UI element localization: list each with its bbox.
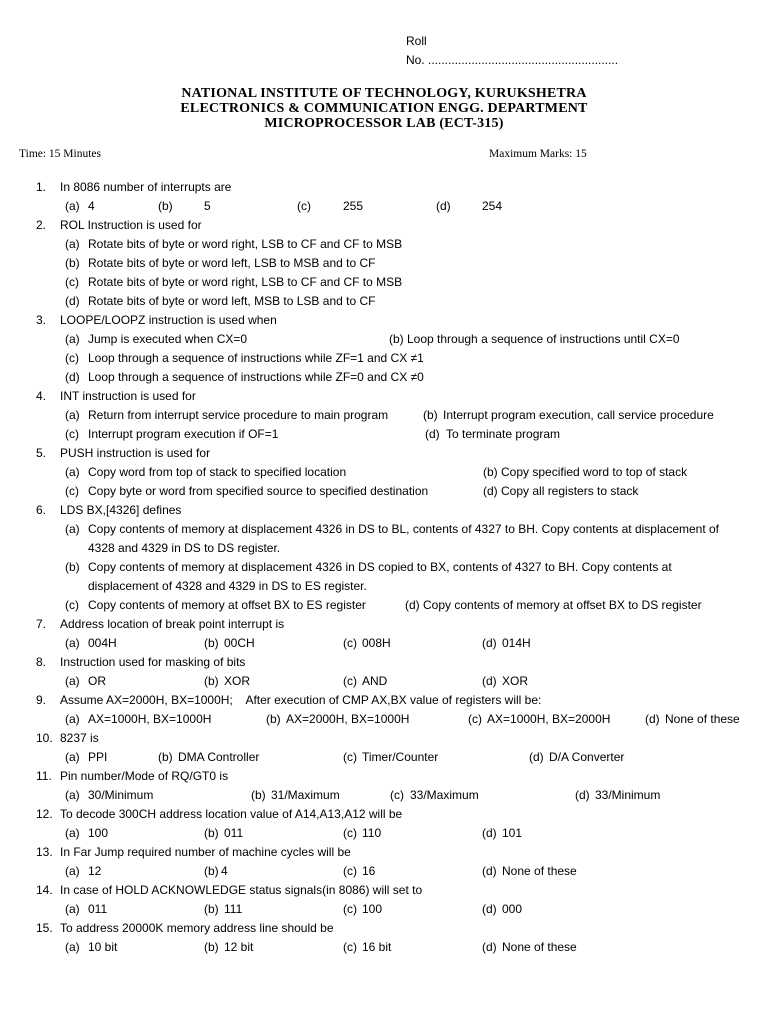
option-b-text: 011 xyxy=(224,826,244,840)
option-b-text: Rotate bits of byte or word left, LSB to MSB and to CF xyxy=(88,256,376,270)
question-text: In Far Jump required number of machine cycles will be xyxy=(60,845,351,859)
option-c-text: 16 bit xyxy=(362,940,392,954)
option-d: (d) xyxy=(482,940,497,954)
question-text: Address location of break point interrupt is xyxy=(60,617,285,631)
option-c: (c) xyxy=(65,484,79,498)
option-d: (d) xyxy=(482,864,497,878)
option-a-text: 30/Minimum xyxy=(88,788,154,802)
option-d: (d) xyxy=(529,750,544,764)
option-d-text: 014H xyxy=(502,636,531,650)
option-c: (c) xyxy=(343,940,357,954)
time-limit: Time: 15 Minutes xyxy=(19,148,102,160)
question-text: In case of HOLD ACKNOWLEDGE status signals(in 8086) will set to xyxy=(60,883,423,897)
question-text: Pin number/Mode of RQ/GT0 is xyxy=(60,769,229,783)
option-c-text: 100 xyxy=(362,902,383,916)
option-d-text: None of these xyxy=(502,940,577,954)
option-a: (a) xyxy=(65,826,80,840)
option-c: (c) xyxy=(343,750,357,764)
option-c: (c) xyxy=(65,351,79,365)
option-d-text: To terminate program xyxy=(446,427,561,441)
option-a-text: 004H xyxy=(88,636,117,650)
option-a: (a) xyxy=(65,408,80,422)
option-a-text: Copy word from top of stack to specified location xyxy=(88,465,347,479)
option-d-text: None of these xyxy=(502,864,577,878)
option-d: (d) xyxy=(645,712,660,726)
option-d-text: Copy contents of memory at offset BX to DS register xyxy=(423,598,702,612)
question-number: 3. xyxy=(36,313,47,327)
option-c-text: Copy byte or word from specified source to specified destination xyxy=(88,484,429,498)
option-c-text: Interrupt program execution if OF=1 xyxy=(88,427,279,441)
question-2 xyxy=(0,216,768,311)
question-number: 1. xyxy=(36,180,47,194)
question-text: INT instruction is used for xyxy=(60,389,196,403)
option-d: (d) xyxy=(436,199,451,213)
option-d: (d) xyxy=(482,826,497,840)
question-number: 13. xyxy=(36,845,53,859)
option-c-text: Copy contents of memory at offset BX to ES register xyxy=(88,598,366,612)
option-c: (c) xyxy=(65,275,79,289)
option-d: (d) xyxy=(65,294,80,308)
question-6 xyxy=(0,501,768,615)
option-a: (a) xyxy=(65,636,80,650)
question-text: LOOPE/LOOPZ instruction is used when xyxy=(60,313,277,327)
option-d: (d) xyxy=(575,788,590,802)
option-c: (c) xyxy=(343,674,357,688)
option-b-text: 5 xyxy=(204,199,211,213)
option-a-text: 10 bit xyxy=(88,940,118,954)
option-a: (a) xyxy=(65,864,80,878)
option-c: (c) xyxy=(468,712,482,726)
option-d: (d) xyxy=(483,484,498,498)
institute-name: NATIONAL INSTITUTE OF TECHNOLOGY, KURUKSHETRA xyxy=(181,86,587,101)
option-c: (c) xyxy=(343,636,357,650)
option-a: (a) xyxy=(65,237,80,251)
roll-number-block xyxy=(406,32,618,70)
maximum-marks: Maximum Marks: 15 xyxy=(489,148,587,160)
option-a-text: PPI xyxy=(88,750,108,764)
question-number: 4. xyxy=(36,389,47,403)
question-number: 11. xyxy=(36,769,52,783)
question-3 xyxy=(0,311,768,387)
option-b-text: XOR xyxy=(224,674,251,688)
option-a-text: 12 xyxy=(88,864,102,878)
question-text: 8237 is xyxy=(60,731,99,745)
question-10 xyxy=(0,729,768,767)
option-c: (c) xyxy=(65,427,79,441)
option-b-text: DMA Controller xyxy=(178,750,260,764)
option-a: (a) xyxy=(65,712,80,726)
question-number: 8. xyxy=(36,655,47,669)
option-b-text: 12 bit xyxy=(224,940,254,954)
option-b-text: 31/Maximum xyxy=(271,788,340,802)
option-a-text: Rotate bits of byte or word right, LSB to CF and CF to MSB xyxy=(88,237,403,251)
option-d-text: XOR xyxy=(502,674,529,688)
option-c-text: AND xyxy=(362,674,388,688)
option-b-text: AX=2000H, BX=1000H xyxy=(286,712,410,726)
option-b-text: Loop through a sequence of instructions until CX=0 xyxy=(407,332,680,346)
question-list xyxy=(0,178,768,957)
option-b: (b) xyxy=(483,465,498,479)
option-c-text: Loop through a sequence of instructions while ZF=1 and CX ≠1 xyxy=(88,351,424,365)
question-13 xyxy=(0,843,768,881)
option-b-text: 111 xyxy=(224,902,243,916)
question-11 xyxy=(0,767,768,805)
option-b: (b) xyxy=(204,636,219,650)
question-text: In 8086 number of interrupts are xyxy=(60,180,232,194)
option-a: (a) xyxy=(65,902,80,916)
option-b: (b) xyxy=(204,902,219,916)
question-text: Assume AX=2000H, BX=1000H; After execution of CMP AX,BX value of registers will be: xyxy=(60,693,542,707)
option-b: (b) xyxy=(389,332,404,346)
option-b: (b) xyxy=(65,560,80,574)
option-c-text: 008H xyxy=(362,636,391,650)
option-b: (b) xyxy=(204,826,219,840)
option-c: (c) xyxy=(65,598,79,612)
question-15 xyxy=(0,919,768,957)
option-c-text: Timer/Counter xyxy=(362,750,439,764)
option-b: (b) xyxy=(204,864,219,878)
question-5 xyxy=(0,444,768,501)
option-d: (d) xyxy=(482,636,497,650)
option-c-text: 16 xyxy=(362,864,376,878)
roll-number-line: No. ......................................................... xyxy=(406,53,619,67)
option-d-text: 101 xyxy=(502,826,523,840)
question-14 xyxy=(0,881,768,919)
department-name: ELECTRONICS & COMMUNICATION ENGG. DEPARTMENT xyxy=(180,101,588,116)
option-c-text: 110 xyxy=(362,826,382,840)
option-a: (a) xyxy=(65,199,80,213)
option-b: (b) xyxy=(158,750,173,764)
question-1 xyxy=(0,178,768,216)
option-d: (d) xyxy=(425,427,440,441)
option-c: (c) xyxy=(390,788,404,802)
document-header xyxy=(0,86,768,131)
question-text: PUSH instruction is used for xyxy=(60,446,211,460)
question-text: LDS BX,[4326] defines xyxy=(60,503,182,517)
question-number: 5. xyxy=(36,446,47,460)
question-number: 7. xyxy=(36,617,47,631)
option-a: (a) xyxy=(65,522,80,536)
option-a-text: 4 xyxy=(88,199,95,213)
question-number: 9. xyxy=(36,693,47,707)
option-d-text: 254 xyxy=(482,199,503,213)
question-number: 14. xyxy=(36,883,53,897)
option-a-text: Return from interrupt service procedure to main program xyxy=(88,408,389,422)
option-d: (d) xyxy=(65,370,80,384)
option-c-text: 33/Maximum xyxy=(410,788,479,802)
option-d: (d) xyxy=(482,902,497,916)
option-b: (b) xyxy=(423,408,438,422)
question-number: 12. xyxy=(36,807,53,821)
question-text: To decode 300CH address location value of A14,A13,A12 will be xyxy=(60,807,403,821)
question-number: 2. xyxy=(36,218,47,232)
question-number: 10. xyxy=(36,731,53,745)
option-b: (b) xyxy=(251,788,266,802)
option-a: (a) xyxy=(65,788,80,802)
option-c: (c) xyxy=(343,864,357,878)
option-d-text: 33/Minimum xyxy=(595,788,661,802)
question-8 xyxy=(0,653,768,691)
option-a: (a) xyxy=(65,332,80,346)
question-7 xyxy=(0,615,768,653)
lab-title: MICROPROCESSOR LAB (ECT-315) xyxy=(264,116,504,131)
question-9 xyxy=(0,691,768,729)
option-d-text: None of these xyxy=(665,712,740,726)
option-d-text: 000 xyxy=(502,902,523,916)
option-c: (c) xyxy=(297,199,311,213)
option-d: (d) xyxy=(482,674,497,688)
option-a: (a) xyxy=(65,465,80,479)
option-b: (b) xyxy=(266,712,281,726)
option-c-text: AX=1000H, BX=2000H xyxy=(487,712,611,726)
option-b: (b) xyxy=(158,199,173,213)
option-a-text: 100 xyxy=(88,826,109,840)
roll-label: Roll xyxy=(406,34,427,48)
option-c-text: 255 xyxy=(343,199,364,213)
option-a-text: 011 xyxy=(88,902,108,916)
question-12 xyxy=(0,805,768,843)
option-b: (b) xyxy=(204,674,219,688)
option-a-text: Jump is executed when CX=0 xyxy=(88,332,248,346)
option-a: (a) xyxy=(65,674,80,688)
option-c: (c) xyxy=(343,902,357,916)
option-b: (b) xyxy=(204,940,219,954)
option-b: (b) xyxy=(65,256,80,270)
option-b-text: Interrupt program execution, call service procedure xyxy=(443,408,714,422)
option-d-text: Copy all registers to stack xyxy=(501,484,639,498)
option-d: (d) xyxy=(405,598,420,612)
option-b-text: Copy specified word to top of stack xyxy=(501,465,688,479)
question-text: To address 20000K memory address line should be xyxy=(60,921,334,935)
option-a-text: AX=1000H, BX=1000H xyxy=(88,712,212,726)
option-a-text: OR xyxy=(88,674,106,688)
question-number: 15. xyxy=(36,921,53,935)
option-c: (c) xyxy=(343,826,357,840)
question-text: ROL Instruction is used for xyxy=(60,218,202,232)
option-b-text: Copy contents of memory at displacement 4326 in DS copied to BX, contents of 4327 to BH. Copy contents at displacement of 4328 and 4329 in DS to ES register. xyxy=(88,560,672,593)
option-d-text: Rotate bits of byte or word left, MSB to LSB and to CF xyxy=(88,294,376,308)
option-b-text: 4 xyxy=(221,864,228,878)
option-d-text: D/A Converter xyxy=(549,750,625,764)
option-d-text: Loop through a sequence of instructions while ZF=0 and CX ≠0 xyxy=(88,370,424,384)
option-a-text: Copy contents of memory at displacement 4326 in DS to BL, contents of 4327 to BH. Copy contents at displacement of 4328 and 4329 in DS to DS register. xyxy=(88,522,720,555)
option-b-text: 00CH xyxy=(224,636,255,650)
question-number: 6. xyxy=(36,503,47,517)
option-a: (a) xyxy=(65,940,80,954)
option-a: (a) xyxy=(65,750,80,764)
option-c-text: Rotate bits of byte or word right, LSB to CF and CF to MSB xyxy=(88,275,403,289)
question-4 xyxy=(0,387,768,444)
question-text: Instruction used for masking of bits xyxy=(60,655,246,669)
